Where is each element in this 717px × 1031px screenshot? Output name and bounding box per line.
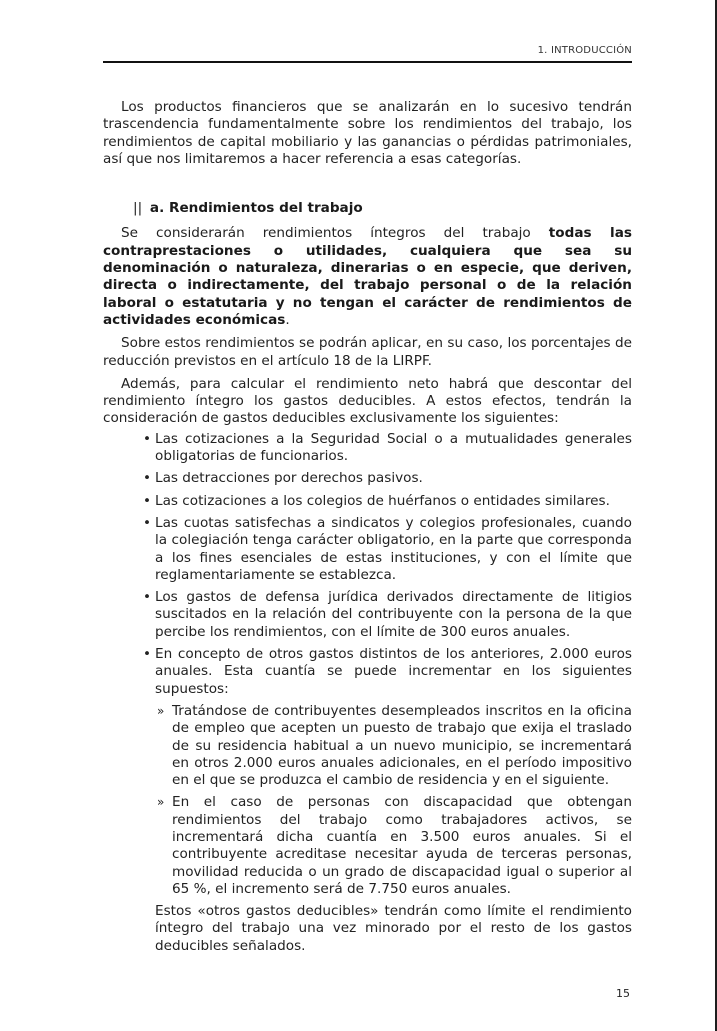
bullet-icon: • xyxy=(143,646,152,663)
section-heading xyxy=(103,200,632,217)
list-item-text: En concepto de otros gastos distintos de los anteriores, 2.000 euros anuales. Esta cuantía se puede incrementar en los siguientes supuestos: xyxy=(155,646,632,697)
double-chevron-icon: » xyxy=(157,795,165,810)
list-item xyxy=(143,470,632,487)
increment-cases-list xyxy=(155,703,632,898)
double-chevron-icon: » xyxy=(157,703,165,718)
list-item-text: Los gastos de defensa jurídica derivados directamente de litigios suscitados en la relación del contribuyente con la persona de la que percibe los rendimientos, con el límite de 300 euros anuales. xyxy=(155,589,632,640)
paragraph-lead: Se considerarán rendimientos íntegros del trabajo xyxy=(121,225,549,242)
sub-list-item-text: En el caso de personas con discapacidad que obtengan rendimientos del trabajo como trabajadores activos, se incrementará dicha cuantía en 3.500 euros anuales. Si el contribuyente acreditase necesitar ayuda de terceras personas, movilidad reducida o un grado de discapacidad igual o superior al 65 %, el incremento será de 7.750 euros anuales. xyxy=(172,794,632,897)
sub-list-item xyxy=(157,794,632,898)
list-item xyxy=(143,589,632,641)
list-item xyxy=(143,646,632,955)
list-item xyxy=(143,430,632,466)
paragraph-deductible-expenses: Además, para calcular el rendimiento neto habrá que descontar del rendimiento íntegro los gastos deducibles. A estos efectos, tendrán la consideración de gastos deducibles exclusivamente los siguientes: xyxy=(103,375,632,427)
page-number: 15 xyxy=(616,987,630,1001)
closing-note: Estos «otros gastos deducibles» tendrán como límite el rendimiento íntegro del trabajo una vez minorado por el resto de los gastos deducibles señalados. xyxy=(155,903,632,954)
paragraph-bold-definition: todas las contraprestaciones o utilidades, cualquiera que sea su denominación o naturaleza, dinerarias o en especie, que deriven, directa o indirectamente, del trabajo personal o de la relación laboral o estatutaria y no tengan el carácter de rendimientos de actividades económicas xyxy=(103,225,632,328)
sub-list-item-text: Tratándose de contribuyentes desempleados inscritos en la oficina de empleo que acepten un puesto de trabajo que exija el traslado de su residencia habitual a un nuevo municipio, se incrementará en otros 2.000 euros anuales adicionales, en el período impositivo en el que se produzca el cambio de residencia y en el siguiente. xyxy=(172,702,632,789)
list-item xyxy=(143,492,632,510)
bullet-icon: • xyxy=(143,514,152,531)
paragraph-reduction: Sobre estos rendimientos se podrán aplicar, en su caso, los porcentajes de reducción previstos en el artículo 18 de la LIRPF. xyxy=(103,335,632,369)
paragraph-definition xyxy=(103,225,632,329)
page-body xyxy=(103,99,632,955)
section-marker: || xyxy=(133,200,143,217)
paragraph-tail: . xyxy=(285,311,290,328)
header-rule xyxy=(103,61,632,63)
running-head: 1. INTRODUCCIÓN xyxy=(537,45,632,56)
list-item xyxy=(143,514,632,584)
sub-list-item xyxy=(157,702,632,789)
bullet-icon: • xyxy=(143,470,152,487)
section-title: a. Rendimientos del trabajo xyxy=(149,200,363,217)
deductible-expenses-list xyxy=(103,431,632,955)
bullet-icon: • xyxy=(143,589,152,606)
list-item-text: Las cuotas satisfechas a sindicatos y colegios profesionales, cuando la colegiación tenga carácter obligatorio, en la parte que corresponda a los fines esenciales de estas instituciones, y con el límite que reglamentariamente se establezca. xyxy=(155,514,632,583)
list-item-text: Las cotizaciones a la Seguridad Social o a mutualidades generales obligatorias de funcionarios. xyxy=(155,430,632,465)
list-item-text: Las detracciones por derechos pasivos. xyxy=(155,470,423,487)
list-item-text: Las cotizaciones a los colegios de huérfanos o entidades similares. xyxy=(155,492,610,509)
bullet-icon: • xyxy=(143,492,152,509)
intro-paragraph: Los productos financieros que se analizarán en lo sucesivo tendrán trascendencia fundamentalmente sobre los rendimientos del trabajo, los rendimientos de capital mobiliario y las ganancias o pérdidas patrimoniales, así que nos limitaremos a hacer referencia a esas categorías. xyxy=(103,99,632,167)
bullet-icon: • xyxy=(143,430,152,447)
